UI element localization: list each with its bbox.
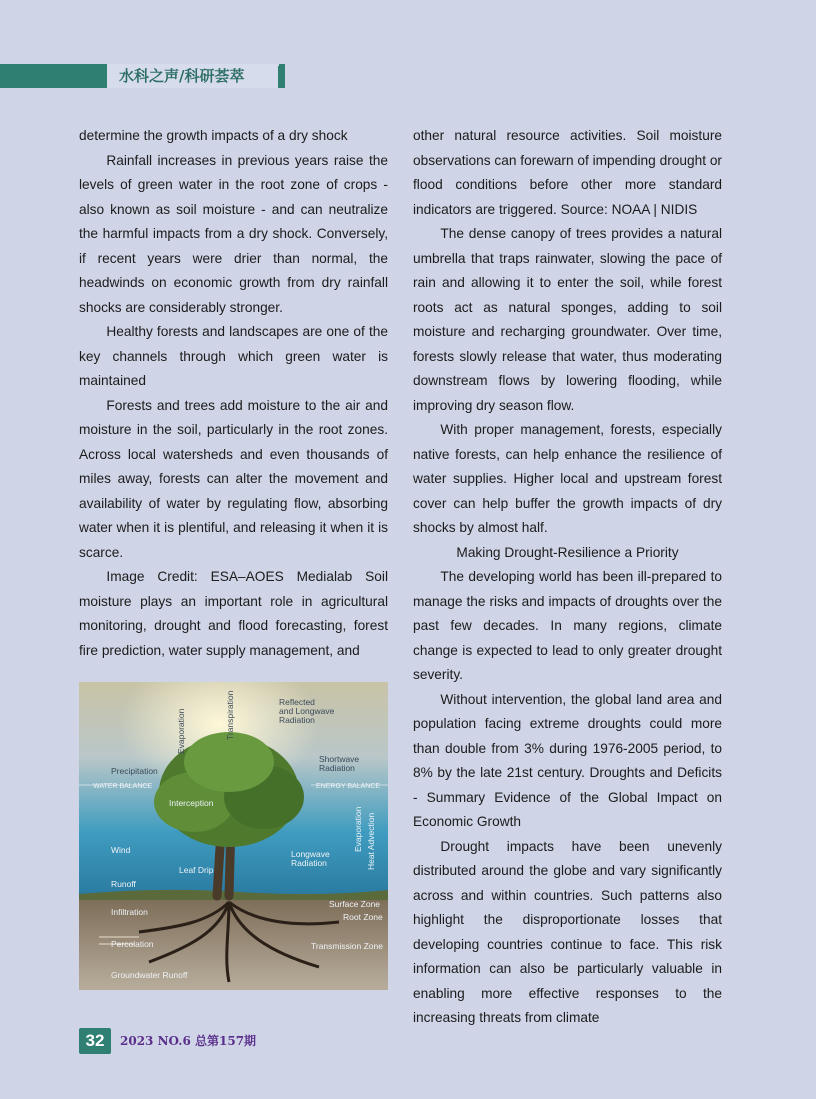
label-transmission-zone: Transmission Zone	[311, 941, 383, 951]
paragraph: Forests and trees add moisture to the air and moisture in the soil, particularly in the root zones. Across local watersheds and even thousands of miles away, forests can alter the movement and availability of water by regulating flow, absorbing water when it is plentiful, and releasing it when it is scarce.	[79, 397, 388, 560]
paragraph: The dense canopy of trees provides a natural umbrella that traps rainwater, slowing the pace of rain and allowing it to enter the soil, while forest roots act as natural sponges, adding to soil moisture and recharging groundwater. Over time, forests slowly release that water, thus moderating downstream flows by lowering flooding, while improving dry season flow.	[413, 226, 722, 413]
label-radiation: Radiation	[279, 715, 315, 725]
label-interception: Interception	[169, 798, 214, 808]
label-leaf-drip: Leaf Drip	[179, 865, 214, 875]
image-credit-paragraph: Image Credit: ESA–AOES Medialab Soil moisture plays an important role in agricultural monitoring, drought and flood forecasting, forest fire prediction, water supply management, and	[79, 569, 388, 658]
label-wind: Wind	[111, 845, 131, 855]
paragraph: With proper management, forests, especially native forests, can help enhance the resilience of water supplies. Higher local and upstream forest cover can help buffer the growth impacts of dry shocks by almost half.	[413, 422, 722, 535]
label-evaporation-right: Evaporation	[353, 806, 363, 852]
paragraph: Healthy forests and landscapes are one of the key channels through which green water is maintained	[79, 324, 388, 388]
section-title: 水科之声/科研荟萃	[119, 67, 245, 85]
paragraph: other natural resource activities. Soil moisture observations can forewarn of impending drought or flood conditions before other more standard indicators are triggered. Source: NOAA | NIDIS	[413, 128, 722, 217]
water-balance-illustration	[79, 682, 388, 990]
right-column	[413, 124, 722, 1031]
paragraph: Drought impacts have been unevenly distributed around the globe and vary significantly across and within countries. Such patterns also highlight the disproportionate losses that developing countries continue to face. This risk information can also be particularly valuable in enabling more effective responses to the increasing threats from climate	[413, 838, 722, 1025]
label-root-zone: Root Zone	[343, 912, 383, 922]
paragraph: The developing world has been ill-prepared to manage the risks and impacts of droughts over the past few decades. In many regions, climate change is expected to lead to only greater drought severity.	[413, 569, 722, 682]
page-number: 32	[79, 1028, 111, 1054]
label-heat-advection: Heat Advection	[366, 812, 376, 870]
label-percolation: Percolation	[111, 939, 154, 949]
label-evaporation-left: Evaporation	[176, 708, 186, 754]
label-energy-balance: ENERGY BALANCE	[316, 783, 381, 790]
label-shortwave: Shortwave	[319, 754, 360, 764]
paragraph: Without intervention, the global land area and population facing extreme droughts could more than double from 3% during 1976-2005 period, to 8% by the late 21st century. Droughts and Deficits - Summary Evidence of the Global Impact on Economic Growth	[413, 691, 722, 829]
label-precipitation: Precipitation	[111, 766, 158, 776]
paragraph: determine the growth impacts of a dry shock	[79, 128, 348, 143]
label-runoff: Runoff	[111, 879, 136, 889]
label-infiltration: Infiltration	[111, 907, 148, 917]
header-bar	[278, 66, 284, 88]
label-reflected: Reflected	[279, 697, 315, 707]
label-groundwater-runoff: Groundwater Runoff	[111, 970, 188, 980]
subheading: Making Drought-Resilience a Priority	[456, 544, 679, 560]
issue-info: 2023 NO.6 总第157期	[120, 1034, 257, 1048]
label-shortwave-radiation: Radiation	[319, 763, 355, 773]
label-water-balance: WATER BALANCE	[93, 783, 153, 790]
label-longwave-radiation-1: Longwave	[291, 849, 330, 859]
label-longwave-radiation-2: Radiation	[291, 858, 327, 868]
paragraph: Rainfall increases in previous years raise the levels of green water in the root zone of crops - also known as soil moisture - and can neutralize the harmful impacts from a dry shock. Conversely, if recent years were drier than normal, the headwinds on economic growth from dry rainfall shocks are considerably stronger.	[79, 152, 388, 315]
left-column	[79, 124, 388, 663]
label-transpiration: Transpiration	[225, 690, 235, 740]
label-surface-zone: Surface Zone	[329, 899, 381, 909]
label-longwave: and Longwave	[279, 706, 335, 716]
